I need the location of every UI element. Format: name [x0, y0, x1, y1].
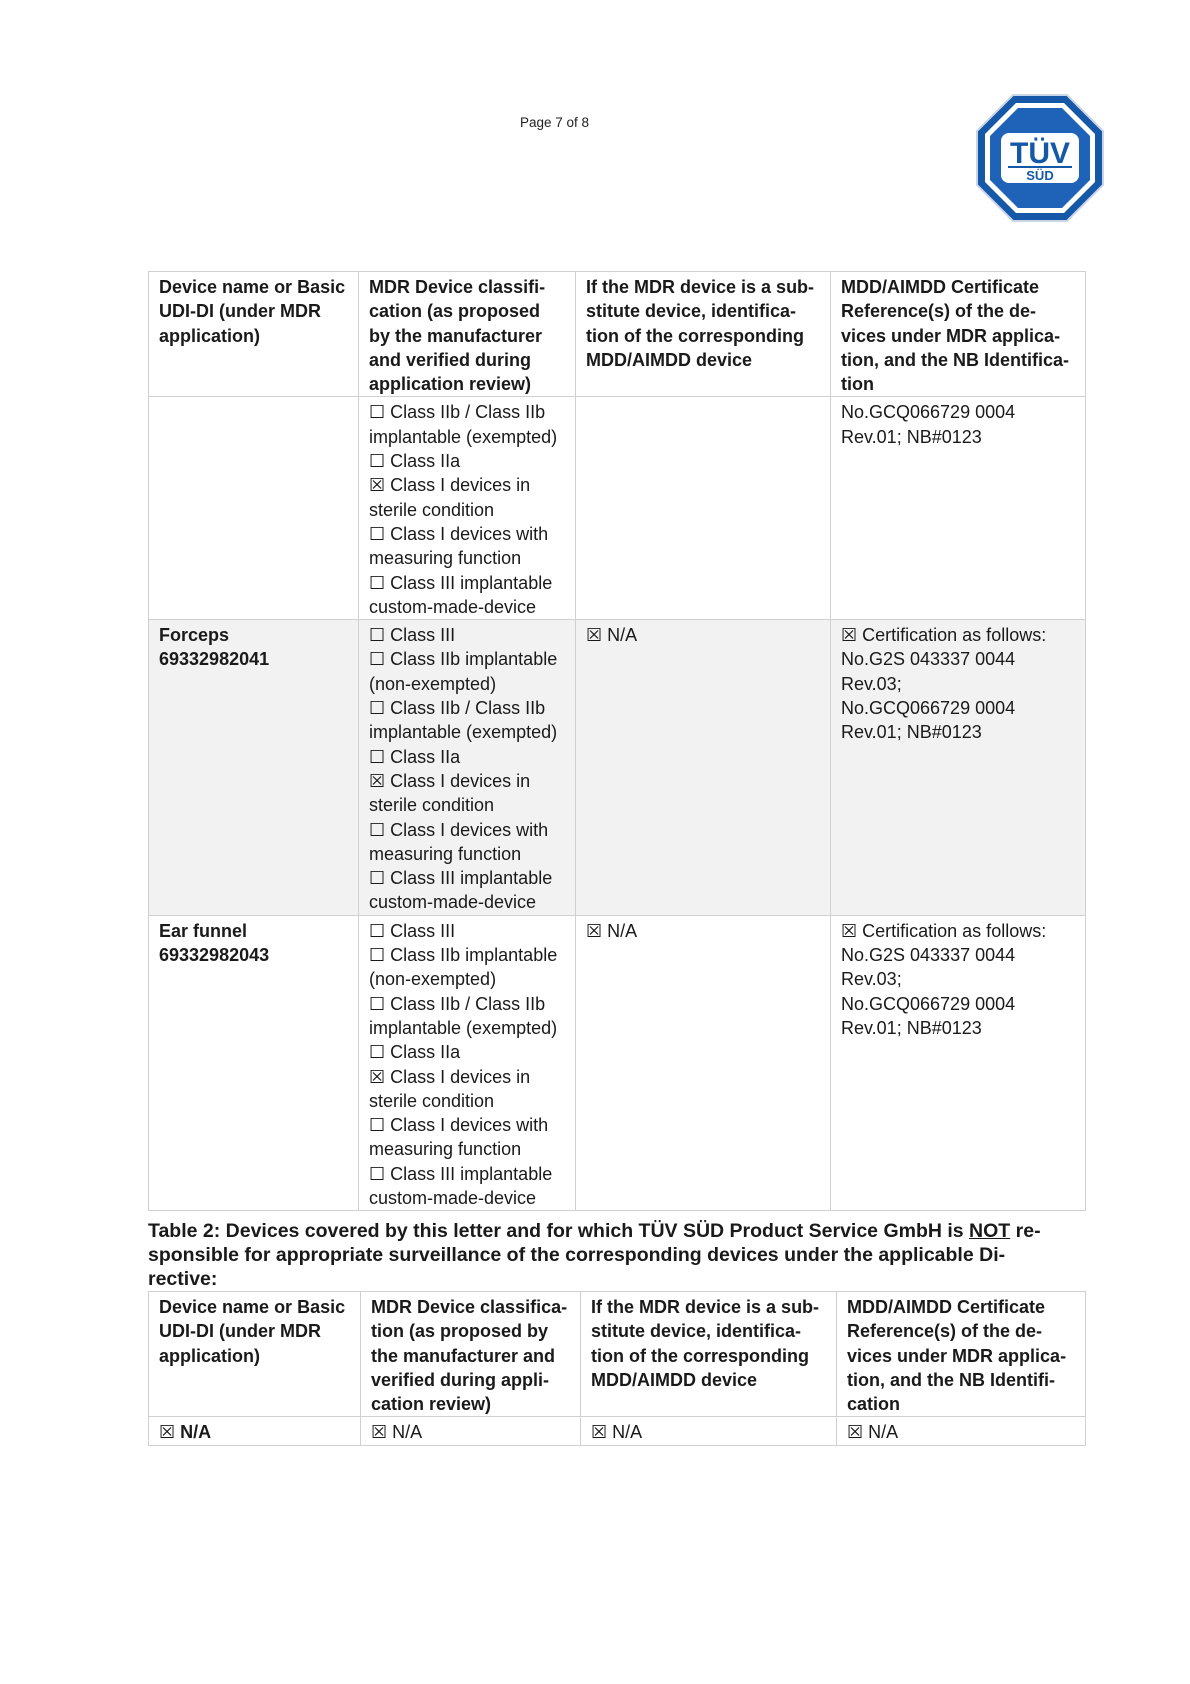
- cell-line: verified during appli-: [371, 1369, 550, 1390]
- cell-line: sterile condition: [369, 499, 495, 520]
- logo-text-tuv: TÜV: [1010, 137, 1070, 170]
- cell-line: tion, and the NB Identifica-: [841, 349, 1069, 370]
- caption-line-3: rective:: [148, 1268, 218, 1290]
- device-cell: [149, 397, 359, 620]
- cell-line: If the MDR device is a sub-: [586, 277, 815, 297]
- classification-cell: [359, 620, 576, 916]
- table1-header-classification: [359, 272, 576, 397]
- caption-emphasis: NOT: [969, 1220, 1011, 1242]
- cell-line: cation (as proposed: [369, 301, 541, 322]
- substitute-cell: [576, 397, 831, 620]
- cell-line: 69332982043: [159, 945, 270, 966]
- cell-line: ☒ Class I devices in: [369, 1066, 531, 1087]
- table1-header-certificate: [831, 272, 1086, 397]
- cell-line: by the manufacturer: [369, 325, 543, 346]
- certificate-cell: ☒ N/A: [837, 1417, 1086, 1445]
- table2-header-substitute: [581, 1292, 837, 1417]
- cell-line: No.G2S 043337 0044: [841, 945, 1016, 966]
- cell-line: ☐ Class IIa: [369, 1042, 461, 1063]
- cell-line: Device name or Basic: [159, 277, 346, 297]
- substitute-cell: [576, 620, 831, 916]
- table2-header-row: [149, 1292, 1086, 1417]
- cell-line: ☐ Class III implantable: [369, 1163, 553, 1184]
- cell-line: tion of the corresponding: [586, 325, 804, 346]
- cell-line: No.GCQ066729 0004: [841, 698, 1016, 719]
- cell-line: Rev.01; NB#0123: [841, 1017, 982, 1038]
- cell-line: tion of the corresponding: [591, 1345, 809, 1366]
- cell-line: custom-made-device: [369, 596, 537, 617]
- certificate-cell: [831, 915, 1086, 1211]
- table2-header-device: [149, 1292, 361, 1417]
- cell-line: ☐ Class IIb / Class IIb: [369, 993, 546, 1014]
- cell-line: ☐ Class IIb / Class IIb: [369, 698, 546, 719]
- cell-line: ☒ Class I devices in: [369, 475, 531, 496]
- cell-line: cation review): [371, 1394, 492, 1415]
- tuv-sud-logo: [975, 93, 1105, 223]
- cell-line: implantable (exempted): [369, 1017, 558, 1038]
- substitute-cell: ☒ N/A: [581, 1417, 837, 1445]
- cell-line: MDD/AIMDD device: [591, 1369, 758, 1390]
- cell-line: ☐ Class IIb implantable: [369, 649, 558, 670]
- cell-line: No.GCQ066729 0004: [841, 402, 1016, 423]
- cell-line: Reference(s) of the de-: [841, 301, 1037, 322]
- cell-line: Reference(s) of the de-: [847, 1321, 1043, 1342]
- cell-line: ☐ Class III: [369, 625, 456, 646]
- substitute-cell: [576, 915, 831, 1211]
- cell-line: ☐ Class III: [369, 920, 456, 941]
- cell-line: 69332982041: [159, 649, 270, 670]
- cell-line: measuring function: [369, 1139, 522, 1160]
- cell-line: Forceps: [159, 625, 230, 646]
- cell-line: implantable (exempted): [369, 426, 558, 447]
- cell-line: custom-made-device: [369, 892, 537, 913]
- logo-text-sud: SÜD: [1026, 168, 1054, 183]
- cell-line: ☐ Class IIb implantable: [369, 945, 558, 966]
- cell-line: No.G2S 043337 0044: [841, 649, 1016, 670]
- cell-line: ☒ Certification as follows:: [841, 920, 1047, 941]
- cell-line: MDD/AIMDD Certificate: [847, 1297, 1046, 1317]
- table1-header-substitute: [576, 272, 831, 397]
- cell-line: ☐ Class I devices with: [369, 1115, 549, 1136]
- table-row: [149, 397, 1086, 620]
- table2-header-certificate: [837, 1292, 1086, 1417]
- cell-line: tion (as proposed by: [371, 1321, 549, 1342]
- cell-line: stitute device, identifica-: [586, 301, 797, 322]
- cell-line: tion, and the NB Identifi-: [847, 1369, 1055, 1390]
- device-cell: [149, 620, 359, 916]
- cell-line: MDD/AIMDD Certificate: [841, 277, 1040, 297]
- devices-table-1: [148, 271, 1086, 1211]
- cell-line: No.GCQ066729 0004: [841, 993, 1016, 1014]
- cell-line: application review): [369, 374, 532, 395]
- caption-line-2: sponsible for appropriate surveillance of the corresponding devices under the applicable Di-: [148, 1244, 1006, 1266]
- classification-cell: [359, 397, 576, 620]
- cell-line: (non-exempted): [369, 673, 497, 694]
- cell-line: vices under MDR applica-: [841, 325, 1061, 346]
- certificate-cell: [831, 620, 1086, 916]
- cell-line: MDD/AIMDD device: [586, 349, 753, 370]
- cell-line: ☒ N/A: [586, 920, 638, 941]
- cell-line: the manufacturer and: [371, 1345, 556, 1366]
- cell-line: ☐ Class I devices with: [369, 819, 549, 840]
- cell-line: Rev.01; NB#0123: [841, 722, 982, 743]
- cell-line: measuring function: [369, 843, 522, 864]
- cell-line: Ear funnel: [159, 920, 248, 941]
- cell-line: UDI-DI (under MDR: [159, 1321, 321, 1342]
- table-row: [149, 1417, 1086, 1445]
- classification-cell: [359, 915, 576, 1211]
- cell-line: Rev.03;: [841, 673, 902, 694]
- cell-line: (non-exempted): [369, 969, 497, 990]
- cell-line: Rev.03;: [841, 969, 902, 990]
- cell-line: ☐ Class III implantable: [369, 868, 553, 889]
- cell-line: ☐ Class I devices with: [369, 523, 549, 544]
- cell-line: application): [159, 325, 261, 346]
- table1-header-device: [149, 272, 359, 397]
- page-number: Page 7 of 8: [520, 115, 590, 130]
- device-cell: [149, 915, 359, 1211]
- table-row: [149, 915, 1086, 1211]
- caption-text-end: re-: [1010, 1220, 1041, 1242]
- device-cell: ☒ N/A: [149, 1417, 361, 1445]
- caption-text: Table 2: Devices covered by this letter and for which TÜV SÜD Product Service GmbH is: [148, 1220, 970, 1242]
- classification-cell: ☒ N/A: [361, 1417, 581, 1445]
- cell-line: stitute device, identifica-: [591, 1321, 802, 1342]
- table-row: [149, 620, 1086, 916]
- cell-line: UDI-DI (under MDR: [159, 301, 321, 322]
- table1-header-row: [149, 272, 1086, 397]
- table2-header-classification: [361, 1292, 581, 1417]
- cell-line: ☐ Class IIb / Class IIb: [369, 402, 546, 423]
- devices-table-2: [148, 1291, 1086, 1446]
- cell-line: tion: [841, 374, 874, 395]
- cell-line: vices under MDR applica-: [847, 1345, 1067, 1366]
- cell-line: MDR Device classifica-: [371, 1297, 568, 1317]
- cell-line: ☐ Class IIa: [369, 451, 461, 472]
- cell-line: ☒ Class I devices in: [369, 770, 531, 791]
- cell-line: MDR Device classifi-: [369, 277, 546, 297]
- cell-line: ☒ N/A: [586, 625, 638, 646]
- cell-line: ☐ Class III implantable: [369, 572, 553, 593]
- cell-line: sterile condition: [369, 795, 495, 816]
- cell-line: Rev.01; NB#0123: [841, 426, 982, 447]
- cell-line: cation: [847, 1394, 901, 1415]
- certificate-cell: [831, 397, 1086, 620]
- cell-line: custom-made-device: [369, 1187, 537, 1208]
- cell-line: ☐ Class IIa: [369, 746, 461, 767]
- cell-line: measuring function: [369, 548, 522, 569]
- cell-line: sterile condition: [369, 1090, 495, 1111]
- cell-line: If the MDR device is a sub-: [591, 1297, 820, 1317]
- table2-caption: [148, 1219, 1088, 1291]
- cell-line: implantable (exempted): [369, 722, 558, 743]
- cell-line: Device name or Basic: [159, 1297, 346, 1317]
- cell-line: ☒ Certification as follows:: [841, 625, 1047, 646]
- cell-line: application): [159, 1345, 261, 1366]
- cell-line: and verified during: [369, 349, 532, 370]
